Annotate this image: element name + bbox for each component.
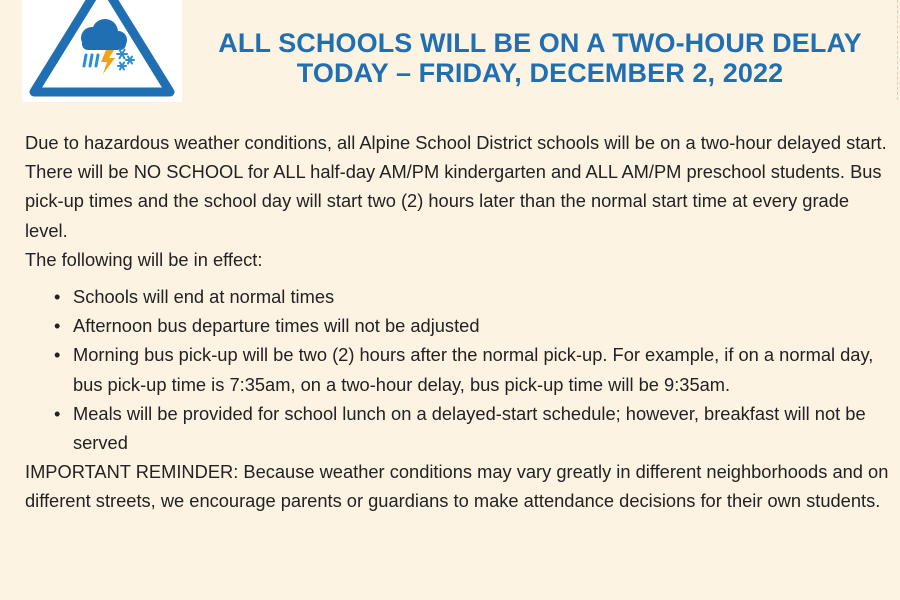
page-title xyxy=(190,28,890,88)
effects-list xyxy=(25,282,895,457)
weather-warning-triangle-icon xyxy=(22,0,182,102)
list-item-text: Morning bus pick-up will be two (2) hours after the normal pick-up. For example, if on a normal day, bus pick-up time is 7:35am, on a two-hour delay, bus pick-up time will be 9:35am. xyxy=(73,344,874,395)
list-item xyxy=(25,340,895,398)
title-line-2: TODAY – FRIDAY, DECEMBER 2, 2022 xyxy=(296,58,784,88)
list-item xyxy=(25,399,895,457)
list-item xyxy=(25,311,895,340)
list-item-text: Afternoon bus departure times will not be adjusted xyxy=(73,315,480,337)
logo xyxy=(22,0,182,102)
title-line-1: ALL SCHOOLS WILL BE ON A TWO-HOUR DELAY xyxy=(218,28,862,58)
list-item-text: Schools will end at normal times xyxy=(73,286,335,308)
lead-in-text: The following will be in effect: xyxy=(25,248,263,270)
list-item xyxy=(25,282,895,311)
bullet-marker: • xyxy=(54,344,61,366)
bullet-marker: • xyxy=(54,286,61,308)
divider xyxy=(897,0,898,100)
bullet-marker: • xyxy=(54,315,61,337)
important-reminder: IMPORTANT REMINDER: Because weather conditions may vary greatly in different neighborhoods and on different streets, we encourage parents or guardians to make attendance decisions for their own students. xyxy=(25,461,889,512)
announcement-body xyxy=(25,128,895,516)
intro-paragraph: Due to hazardous weather conditions, all Alpine School District schools will be on a two-hour delayed start. There will be NO SCHOOL for ALL half-day AM/PM kindergarten and ALL AM/PM preschool students. Bus pick-up times and the school day will start two (2) hours later than the normal start time at every grade level. xyxy=(25,132,887,241)
list-item-text: Meals will be provided for school lunch on a delayed-start schedule; however, breakfast will not be served xyxy=(73,402,866,454)
bullet-marker: • xyxy=(54,402,61,424)
